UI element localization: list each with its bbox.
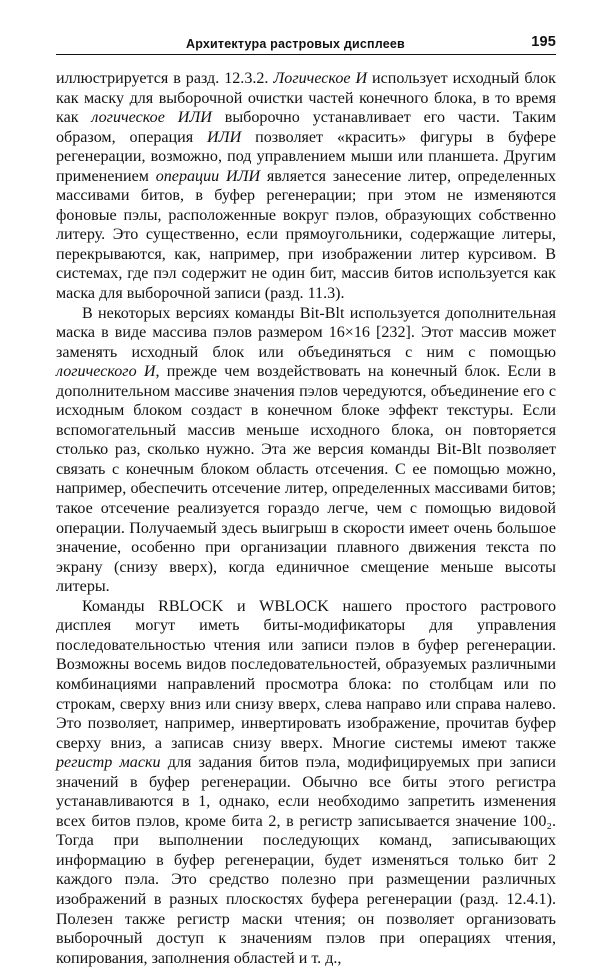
para1-seg7: позволяет «красить» фигуры в буфере регенерации, возможно, под управлением мыши или планшета. Другим применением [56, 128, 556, 185]
running-title: Архитектура растровых дисплеев [186, 37, 405, 51]
paragraph-1 [56, 69, 556, 304]
book-page [56, 34, 556, 968]
para2-seg1: В некоторых версиях команды Bit-Blt используется дополнительная маска в виде массива пэлов размером 16×16 [232]. Этот массив может заменять исходный блок или объединяться с ним с помощью [56, 304, 556, 361]
para1-seg9: является занесение литер, определенных массивами битов, в буфер регенерации; при этом не изменяются фоновые пэлы, расположенные вокруг пэлов, образующих собственно литеру. Это существенно, если прямоугольники, содержащие литеры, перекрываются, как, например, при изображении литер курсивом. В системах, где пэл содержит не один бит, массив битов используется как маска для выборочной записи (разд. 11.3). [56, 167, 557, 303]
para1-term-or: ИЛИ [207, 128, 242, 146]
para1-seg1: иллюстрируется в разд. 12.3.2. [56, 70, 274, 87]
para1-term-or-operation: операции ИЛИ [155, 167, 261, 185]
para1-term-logical-or: логическое ИЛИ [91, 109, 212, 127]
para2-term-logical-and: логического И [56, 363, 156, 381]
para1-seg5: выборочно устанавливает его части. Таким образом, операция [56, 109, 556, 146]
para3-seg3: для задания битов пэла, модифицируемых при записи значений в буфер регенерации. Обычно все биты этого регистра устанавливаются в 1, однако, если необходимо запретить изменения всех битов пэлов, кроме бита 2, в регистр записывается значение 100₂. Тогда при выполнении последующих команд, записывающих информацию в буфер регенерации, будет изменяться только бит 2 каждого пэла. Это средство полезно при размещении различных изображений в разных плоскостях буфера регенерации (разд. 12.4.1). Полезен также регистр маски чтения; он позволяет организовать выборочный доступ к значениям пэлов при операциях чтения, копирования, заполнения областей и т. д., [56, 754, 556, 967]
running-head [56, 34, 556, 52]
paragraph-2 [56, 304, 556, 597]
para1-term-logical-and: Логическое И [273, 70, 368, 87]
para3-term-mask-register: регистр маски [56, 754, 161, 772]
page-number: 195 [531, 34, 556, 50]
para1-seg3: использует исходный блок как маску для выборочной очистки частей конечного блока, в то время как [56, 70, 556, 127]
header-rule [56, 54, 556, 55]
paragraph-3 [56, 597, 556, 968]
para2-seg3: , прежде чем воздействовать на конечный блок. Если в дополнительном массиве значения пэлов чередуются, объединение его с исходным блоком создаст в конечном блоке эффект текстуры. Если вспомогательный массив меньше исходного блока, он повторяется столько раз, сколько нужно. Эта же версия команды Bit-Blt позволяет связать с конечным блоком область отсечения. С ее помощью можно, например, обеспечить отсечение литер, определенных массивами битов; такое отсечение реализуется гораздо легче, чем с помощью видовой операции. Получаемый здесь выигрыш в скорости имеет очень большое значение, особенно при организации плавного движения текста по экрану (снизу вверх), когда единичное смещение меньше высоты литеры. [56, 363, 556, 596]
para3-seg1: Команды RBLOCK и WBLOCK нашего простого растрового дисплея могут иметь биты-модификаторы для управления последовательностью чтения или записи пэлов в буфер регенерации. Возможны восемь видов последовательностей, образуемых различными комбинациями направлений просмотра блока: по столбцам или по строкам, сверху вниз или снизу вверх, слева направо или справа налево. Это позволяет, например, инвертировать изображение, прочитав буфер сверху вниз, а записав снизу вверх. Многие системы имеют также [56, 597, 556, 752]
body-text [56, 69, 556, 968]
